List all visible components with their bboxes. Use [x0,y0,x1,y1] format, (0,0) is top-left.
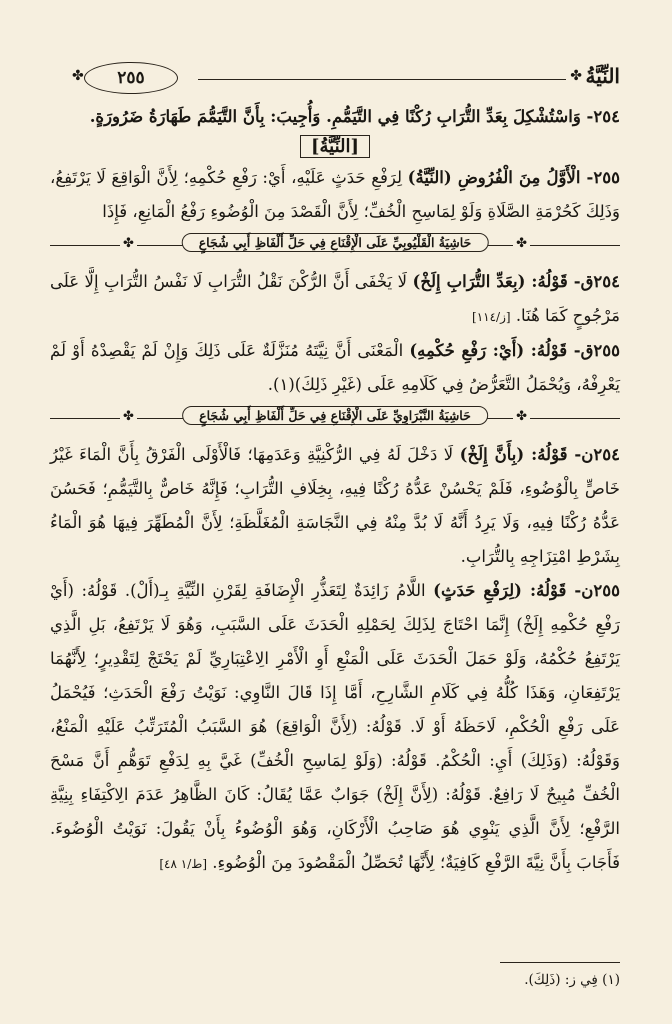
page-number: ٢٥٥ [84,62,178,94]
paragraph-text: لَا يَخْفَى أَنَّ الرُّكْنَ نَقْلُ التُّرَابِ لَا نَفْسُ التُّرَابِ إِلَّا عَلَى مَرْجُوحٍ كَمَا هُنَا. [50,272,620,325]
running-header [60,62,624,96]
commentary-254n [50,438,620,574]
commentary-banner-nabrawi [50,404,620,434]
banner-label: حَاشِيَةُ الْقَلْيُوبِيِّ عَلَى الْإِقْنَاعِ فِي حَلِّ أَلْفَاظِ أَبِي شُجَاعٍ [182,233,489,252]
paragraph-text: لِرَفْعِ حَدَثٍ عَلَيْهِ، أَيْ: رَفْعِ حُكْمِهِ؛ لِأَنَّ الْوَاقِعَ لَا يَرْتَفِعُ، وَذَلِكَ كَحُرْمَةِ الصَّلَاةِ وَلَوْ لِمَاسِحِ الْخُفِّ؛ لِأَنَّ الْقَصْدَ مِنَ الْوُضُوءِ رَفْعُ الْمَانِعِ، فَإِذَا [50,168,620,221]
page-content [50,100,620,881]
ornament-icon: ✤ [570,68,582,84]
paragraph-text: الْمَعْنَى أَنَّ نِيَّتَهُ مُنَزَّلَةٌ عَلَى ذَلِكَ وَإِنْ لَمْ يَقْصِدْهُ أَوْ لَمْ يَعْرِفْهُ، وَيُحْمَلُ التَّعَرُّضُ فِي كَلَامِهِ عَلَى (غَيْرِ ذَلِكَ)(١). [50,341,620,394]
source-reference: [ط/١ ٤٨] [159,857,208,871]
banner-label: حَاشِيَةُ النَّبْرَاوِيِّ عَلَى الْإِقْنَاعِ فِي حَلِّ أَلْفَاظِ أَبِي شُجَاعٍ [182,406,488,425]
header-rule [198,79,566,80]
commentary-254q [50,265,620,334]
paragraph-text: لَا دَخْلَ لَهُ فِي الرُّكْنِيَّةِ وَعَدَمِهَا؛ فَالْأَوْلَى الْفَرْقُ بِأَنَّ الْمَاءَ غَيْرُ خَاصٍّ بِالْوُضُوءِ، فَلَمْ يَحْسُنْ عَدُّهُ رُكْنًا فِيهِ، بِخِلَافِ التُّرَابِ؛ فَإِنَّهُ خَاصٌّ بِالتَّيَمُّمِ؛ فَحَسُنَ عَدُّهُ رُكْنًا فِيهِ، وَلَا يَرِدُ أَنَّهُ لَا بُدَّ مِنْهُ فِي النَّجَاسَةِ الْمُغَلَّظَةِ؛ لِأَنَّ الْمُطَهِّرَ فِيهَا هُوَ الْمَاءُ بِشَرْطِ امْتِزَاجِهِ بِالتُّرَابِ. [50,445,620,566]
section-title-label: [النِّيَّةُ] [300,135,370,158]
commentary-255n [50,574,620,881]
commentary-255q [50,334,620,402]
commentary-banner-qalyubi [50,231,620,261]
paragraph-lead: ٢٥٥ق- قَوْلُهُ: (أَيْ: رَفْعِ حُكْمِهِ) [409,341,621,360]
paragraph-lead: ٢٥٥- الْأَوَّلُ مِنَ الْفُرُوضِ (النِّيَّةُ) [407,168,620,187]
paragraph-254 [50,100,620,134]
paragraph-lead: ٢٥٤ن- قَوْلُهُ: (بِأَنَّ إِلَخْ) [459,445,620,464]
ornament-icon: ✤ [513,236,530,251]
footnote: (١) فِي ز: (ذَلِكَ). [524,972,620,988]
paragraph-text: ٢٥٤- وَاسْتُشْكِلَ بِعَدِّ التُّرَابِ رُكْنًا فِي التَّيَمُّمِ. وَأُجِيبَ: بِأَنَّ التَّيَمُّمَ طَهَارَةُ ضَرُورَةٍ. [89,107,620,126]
footnote-rule [500,962,620,963]
paragraph-lead: ٢٥٥ن- قَوْلُهُ: (لِرَفْعِ حَدَثٍ) [433,581,620,600]
ornament-icon: ✤ [513,409,530,424]
section-title [50,136,620,157]
paragraph-text: اللَّامُ زَائِدَةٌ لِتَعَذُّرِ الْإِضَافَةِ لِقَرْنِ النِّيَّةِ بِـ(أَلْ). قَوْلُهُ: (أَيْ رَفْعِ حُكْمِهِ إِلَخْ) إِنَّمَا احْتَاجَ لِذَلِكَ لِحَمْلِهِ الْحَدَثَ عَلَى السَّبَبِ، وَهُوَ لَا يَرْتَفِعُ، بَلِ الَّذِي يَرْتَفِعُ حُكْمُهُ، وَلَوْ حَمَلَ الْحَدَثَ عَلَى الْمَنْعِ أَوِ الْأَمْرِ الِاعْتِبَارِيِّ لَمْ يَحْتَجْ لِتَقْدِيرٍ؛ لِأَنَّهُمَا يَرْتَفِعَانِ، وَهَذَا كُلُّهُ فِي كَلَامِ الشَّارِحِ، أَمَّا إِذَا قَالَ النَّاوِي: نَوَيْتُ رَفْعَ الْحَدَثِ؛ فَيُحْمَلُ عَلَى رَفْعِ الْحُكْمِ، لَاحَظَهُ أَوْ لَا. قَوْلُهُ: (لِأَنَّ الْوَاقِعَ) هُوَ السَّبَبُ الْمُتَرَتِّبُ عَلَيْهِ الْمَنْعُ، وَقَوْلُهُ: (وَذَلِكَ) أَيِ: الْحُكْمُ. قَوْلُهُ: (وَلَوْ لِمَاسِحِ الْخُفِّ) غَيَّ بِهِ لِدَفْعِ تَوَهُّمِ أَنَّ مَسْحَ الْخُفِّ مُبِيحٌ لَا رَافِعٌ. قَوْلُهُ: (لِأَنَّ إِلَخْ) جَوَابٌ عَمَّا يُقَالُ: كَانَ الظَّاهِرُ عَدَمَ الِاكْتِفَاءِ بِنِيَّةِ الرَّفْعِ؛ لِأَنَّ الَّذِي يَنْوِي هُوَ صَاحِبُ الْأَرْكَانِ، وَهُوَ الْوُضُوءُ بِأَنْ يَقُولَ: نَوَيْتُ الْوُضُوءَ. فَأَجَابَ بِأَنَّ نِيَّةَ الرَّفْعِ كَافِيَةٌ؛ لِأَنَّهَا تُحَصِّلُ الْمَقْصُودَ مِنَ الْوُضُوءِ. [50,581,620,872]
paragraph-lead: ٢٥٤ق- قَوْلُهُ: (بِعَدِّ التُّرَابِ إِلَخْ) [412,272,621,291]
ornament-icon: ✤ [72,68,84,84]
running-title: النِّيَّةُ [585,64,620,88]
paragraph-255 [50,161,620,229]
source-reference: [ز/١١٤] [472,310,511,324]
ornament-icon: ✤ [120,236,137,251]
ornament-icon: ✤ [120,409,137,424]
